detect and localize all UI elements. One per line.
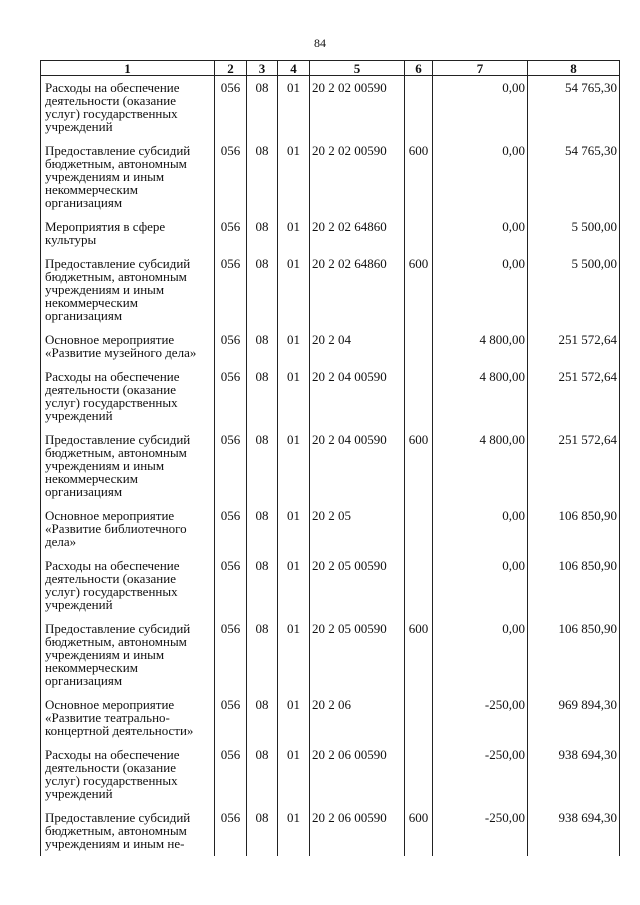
change-amount-cell: 0,00: [433, 139, 528, 215]
table-row: [41, 693, 620, 743]
subsection-code-cell: 01: [278, 504, 310, 554]
target-article-cell: 20 2 06 00590: [310, 743, 405, 806]
section-code-cell: 08: [247, 693, 278, 743]
table-row: [41, 554, 620, 617]
subsection-code-cell: 01: [278, 252, 310, 328]
row-name-cell: Основное мероприятие «Развитие библиотечного дела»: [41, 504, 215, 554]
expense-type-cell: [405, 215, 433, 252]
table-body: [41, 76, 620, 857]
section-code-cell: 08: [247, 428, 278, 504]
table-row: [41, 76, 620, 140]
total-amount-cell: 106 850,90: [528, 504, 620, 554]
target-article-cell: 20 2 06 00590: [310, 806, 405, 856]
subsection-code-cell: 01: [278, 743, 310, 806]
section-code-cell: 08: [247, 139, 278, 215]
column-header: 7: [433, 61, 528, 76]
row-name-cell: Мероприятия в сфере культуры: [41, 215, 215, 252]
target-article-cell: 20 2 02 00590: [310, 76, 405, 140]
section-code-cell: 08: [247, 504, 278, 554]
table-row: [41, 252, 620, 328]
expense-type-cell: [405, 743, 433, 806]
row-name-cell: Расходы на обеспечение деятельности (оказание услуг) государственных учреждений: [41, 554, 215, 617]
grbs-code-cell: 056: [215, 428, 247, 504]
section-code-cell: 08: [247, 617, 278, 693]
expense-type-cell: 600: [405, 139, 433, 215]
expense-type-cell: 600: [405, 806, 433, 856]
column-header: 8: [528, 61, 620, 76]
row-name-cell: Расходы на обеспечение деятельности (оказание услуг) государственных учреждений: [41, 743, 215, 806]
target-article-cell: 20 2 04: [310, 328, 405, 365]
table-row: [41, 328, 620, 365]
row-name-cell: Расходы на обеспечение деятельности (оказание услуг) государственных учреждений: [41, 365, 215, 428]
table-row: [41, 215, 620, 252]
total-amount-cell: 969 894,30: [528, 693, 620, 743]
section-code-cell: 08: [247, 252, 278, 328]
change-amount-cell: 0,00: [433, 554, 528, 617]
change-amount-cell: 4 800,00: [433, 428, 528, 504]
grbs-code-cell: 056: [215, 743, 247, 806]
row-name-cell: Предоставление субсидий бюджетным, автономным учреждениям и иным не-: [41, 806, 215, 856]
column-header: 3: [247, 61, 278, 76]
grbs-code-cell: 056: [215, 328, 247, 365]
total-amount-cell: 938 694,30: [528, 743, 620, 806]
total-amount-cell: 54 765,30: [528, 139, 620, 215]
grbs-code-cell: 056: [215, 617, 247, 693]
total-amount-cell: 106 850,90: [528, 554, 620, 617]
change-amount-cell: 0,00: [433, 252, 528, 328]
change-amount-cell: 4 800,00: [433, 328, 528, 365]
expense-type-cell: 600: [405, 252, 433, 328]
expense-type-cell: [405, 328, 433, 365]
grbs-code-cell: 056: [215, 365, 247, 428]
subsection-code-cell: 01: [278, 139, 310, 215]
grbs-code-cell: 056: [215, 806, 247, 856]
row-name-cell: Предоставление субсидий бюджетным, автономным учреждениям и иным некоммерческим организациям: [41, 252, 215, 328]
change-amount-cell: -250,00: [433, 743, 528, 806]
target-article-cell: 20 2 02 00590: [310, 139, 405, 215]
section-code-cell: 08: [247, 215, 278, 252]
column-header: 6: [405, 61, 433, 76]
target-article-cell: 20 2 05: [310, 504, 405, 554]
target-article-cell: 20 2 05 00590: [310, 554, 405, 617]
change-amount-cell: 0,00: [433, 617, 528, 693]
row-name-cell: Предоставление субсидий бюджетным, автономным учреждениям и иным некоммерческим организациям: [41, 139, 215, 215]
row-name-cell: Основное мероприятие «Развитие театрально-концертной деятельности»: [41, 693, 215, 743]
row-name-cell: Предоставление субсидий бюджетным, автономным учреждениям и иным некоммерческим организациям: [41, 428, 215, 504]
total-amount-cell: 938 694,30: [528, 806, 620, 856]
grbs-code-cell: 056: [215, 76, 247, 140]
subsection-code-cell: 01: [278, 806, 310, 856]
target-article-cell: 20 2 04 00590: [310, 428, 405, 504]
section-code-cell: 08: [247, 743, 278, 806]
table-row: [41, 428, 620, 504]
expense-type-cell: 600: [405, 617, 433, 693]
expense-type-cell: [405, 504, 433, 554]
expense-type-cell: 600: [405, 428, 433, 504]
page-number: 84: [314, 36, 326, 50]
subsection-code-cell: 01: [278, 428, 310, 504]
table-row: [41, 365, 620, 428]
total-amount-cell: 5 500,00: [528, 252, 620, 328]
table-row: [41, 806, 620, 856]
section-code-cell: 08: [247, 365, 278, 428]
row-name-cell: Расходы на обеспечение деятельности (оказание услуг) государственных учреждений: [41, 76, 215, 140]
budget-table: [40, 60, 620, 856]
column-header: 5: [310, 61, 405, 76]
table-row: [41, 139, 620, 215]
expense-type-cell: [405, 76, 433, 140]
target-article-cell: 20 2 05 00590: [310, 617, 405, 693]
section-code-cell: 08: [247, 328, 278, 365]
target-article-cell: 20 2 02 64860: [310, 252, 405, 328]
section-code-cell: 08: [247, 76, 278, 140]
section-code-cell: 08: [247, 806, 278, 856]
subsection-code-cell: 01: [278, 215, 310, 252]
table-header: [41, 61, 620, 76]
change-amount-cell: 0,00: [433, 76, 528, 140]
total-amount-cell: 251 572,64: [528, 428, 620, 504]
total-amount-cell: 54 765,30: [528, 76, 620, 140]
target-article-cell: 20 2 02 64860: [310, 215, 405, 252]
grbs-code-cell: 056: [215, 693, 247, 743]
row-name-cell: Основное мероприятие «Развитие музейного дела»: [41, 328, 215, 365]
table-row: [41, 743, 620, 806]
change-amount-cell: -250,00: [433, 693, 528, 743]
section-code-cell: 08: [247, 554, 278, 617]
expense-type-cell: [405, 693, 433, 743]
change-amount-cell: 0,00: [433, 215, 528, 252]
target-article-cell: 20 2 06: [310, 693, 405, 743]
change-amount-cell: -250,00: [433, 806, 528, 856]
grbs-code-cell: 056: [215, 504, 247, 554]
expense-type-cell: [405, 365, 433, 428]
total-amount-cell: 5 500,00: [528, 215, 620, 252]
expense-type-cell: [405, 554, 433, 617]
total-amount-cell: 251 572,64: [528, 365, 620, 428]
table-row: [41, 504, 620, 554]
column-header: 4: [278, 61, 310, 76]
table-row: [41, 617, 620, 693]
subsection-code-cell: 01: [278, 328, 310, 365]
grbs-code-cell: 056: [215, 139, 247, 215]
row-name-cell: Предоставление субсидий бюджетным, автономным учреждениям и иным некоммерческим организациям: [41, 617, 215, 693]
subsection-code-cell: 01: [278, 617, 310, 693]
target-article-cell: 20 2 04 00590: [310, 365, 405, 428]
change-amount-cell: 4 800,00: [433, 365, 528, 428]
column-header: 1: [41, 61, 215, 76]
column-header: 2: [215, 61, 247, 76]
grbs-code-cell: 056: [215, 215, 247, 252]
total-amount-cell: 106 850,90: [528, 617, 620, 693]
grbs-code-cell: 056: [215, 252, 247, 328]
grbs-code-cell: 056: [215, 554, 247, 617]
subsection-code-cell: 01: [278, 365, 310, 428]
change-amount-cell: 0,00: [433, 504, 528, 554]
total-amount-cell: 251 572,64: [528, 328, 620, 365]
subsection-code-cell: 01: [278, 693, 310, 743]
subsection-code-cell: 01: [278, 76, 310, 140]
subsection-code-cell: 01: [278, 554, 310, 617]
